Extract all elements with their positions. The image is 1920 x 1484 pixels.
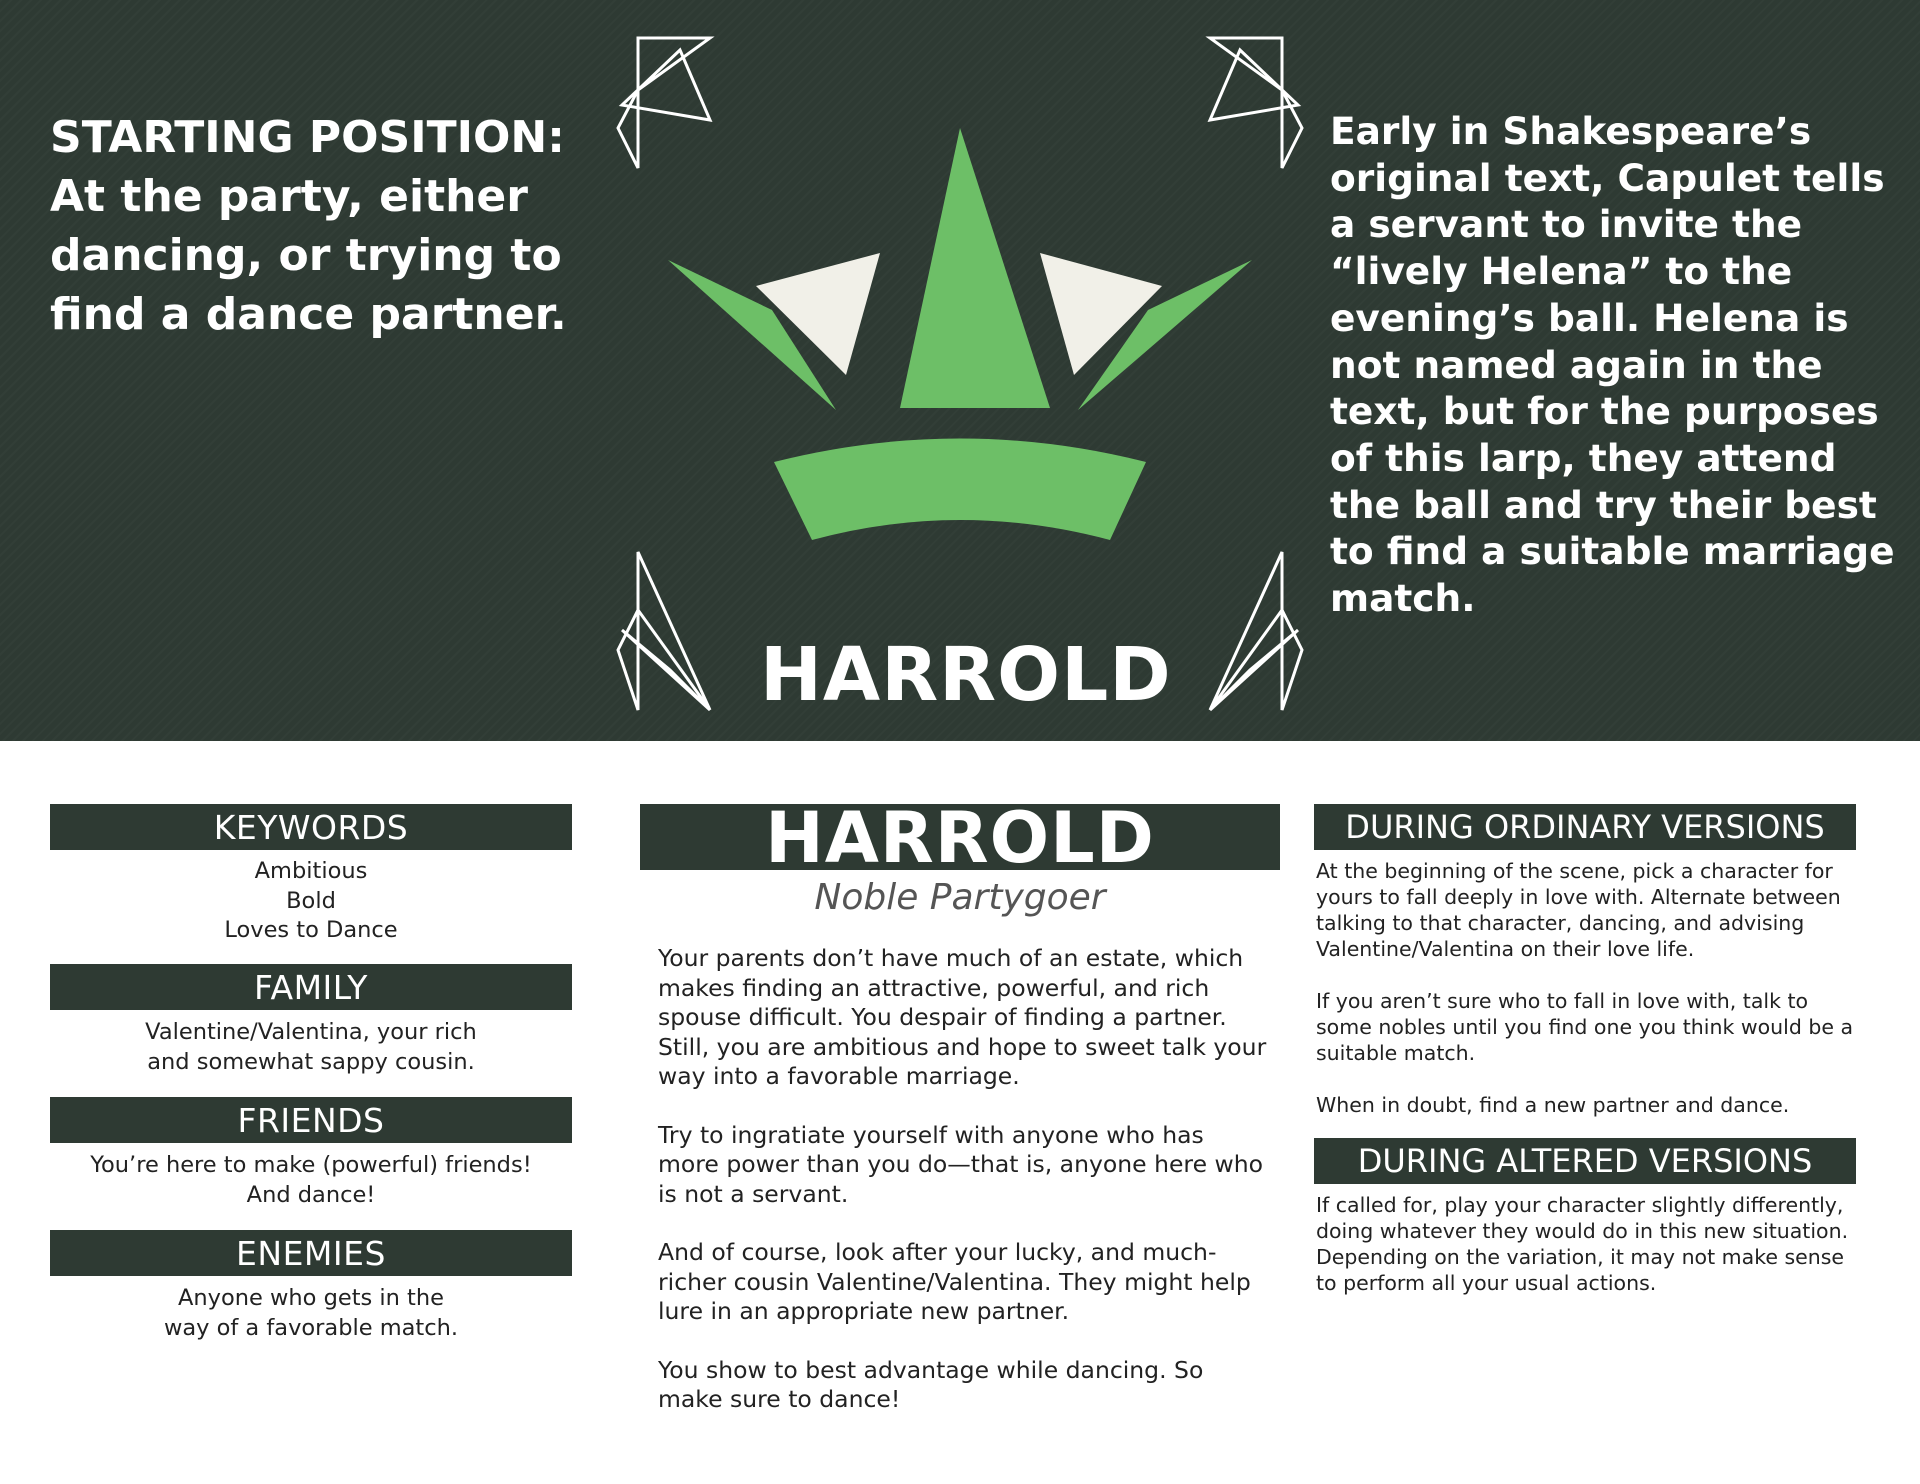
crown-band (774, 439, 1146, 541)
intro-text: Early in Shakespeare’s original text, Capulet tells a servant to invite the “lively Helena” to the evening’s ball. Helena is not named again in the text, but for the purposes of this larp, they attend the ball and try their best to find a suitable marriage match. (1330, 109, 1895, 621)
ordinary-paragraph: If you aren’t sure who to fall in love with, talk to some nobles until you find one you think would be a suitable match. (1316, 989, 1854, 1065)
altered-versions-text (1316, 1192, 1866, 1322)
enemies-text (50, 1284, 572, 1343)
character-role: Noble Partygoer (814, 877, 1106, 918)
friends-header: FRIENDS (50, 1097, 572, 1143)
altered-paragraph: If called for, play your character slightly differently, doing whatever they would do in this new situation. Depending on the variation, it may not make sense to perform all your usual actions. (1316, 1193, 1849, 1295)
frame-corner-bottom-right (1210, 552, 1302, 710)
description-paragraph: Try to ingratiate yourself with anyone who has more power than you do—that is, anyone here who is not a servant. (658, 1120, 1263, 1208)
crown-center-spike (900, 128, 1050, 408)
ordinary-paragraph: When in doubt, find a new partner and dance. (1316, 1093, 1790, 1117)
friends-text (50, 1151, 572, 1210)
altered-versions-header: DURING ALTERED VERSIONS (1314, 1138, 1856, 1184)
ordinary-versions-text (1316, 858, 1866, 1144)
character-name-header: HARROLD (640, 804, 1280, 870)
family-line: and somewhat sappy cousin. (147, 1048, 475, 1075)
character-description (658, 944, 1268, 1444)
crown-left-gem (756, 253, 880, 375)
family-line: Valentine/Valentina, your rich (145, 1019, 477, 1045)
ordinary-paragraph: At the beginning of the scene, pick a character for yours to fall deeply in love with. Alternate between talking to that character, dancing, and advising Valentine/Valentina on their love life. (1316, 859, 1841, 961)
crown-right-gem (1040, 253, 1162, 375)
starting-position-text: STARTING POSITION: At the party, either dancing, or trying to find a dance partner. (50, 112, 567, 340)
friends-line: And dance! (246, 1181, 376, 1208)
keywords-header: KEYWORDS (50, 804, 572, 850)
enemies-header: ENEMIES (50, 1230, 572, 1276)
frame-corner-bottom-left (618, 552, 710, 710)
description-paragraph: And of course, look after your lucky, and much-richer cousin Valentine/Valentina. They might help lure in an appropriate new partner. (658, 1238, 1251, 1325)
description-paragraph: Your parents don’t have much of an estate, which makes finding an attractive, powerful, and rich spouse difficult. You despair of finding a partner. Still, you are ambitious and hope to sweet talk your way into a favorable marriage. (658, 944, 1267, 1090)
frame-corner-top-right (1210, 38, 1302, 168)
crown-icon (600, 10, 1320, 730)
keyword-item: Loves to Dance (224, 917, 398, 943)
description-paragraph: You show to best advantage while dancing. So make sure to dance! (658, 1355, 1204, 1413)
top-banner (0, 0, 1920, 741)
ordinary-versions-header: DURING ORDINARY VERSIONS (1314, 804, 1856, 850)
keyword-item: Ambitious (254, 858, 368, 884)
enemies-line: way of a favorable match. (163, 1314, 459, 1341)
keyword-item: Bold (286, 887, 336, 914)
frame-corner-top-left (618, 38, 710, 168)
keywords-list (50, 857, 572, 946)
family-text (50, 1018, 572, 1077)
enemies-line: Anyone who gets in the (178, 1285, 444, 1311)
friends-line: You’re here to make (powerful) friends! (90, 1152, 532, 1178)
banner-character-name: HARROLD (760, 632, 1172, 718)
family-header: FAMILY (50, 964, 572, 1010)
